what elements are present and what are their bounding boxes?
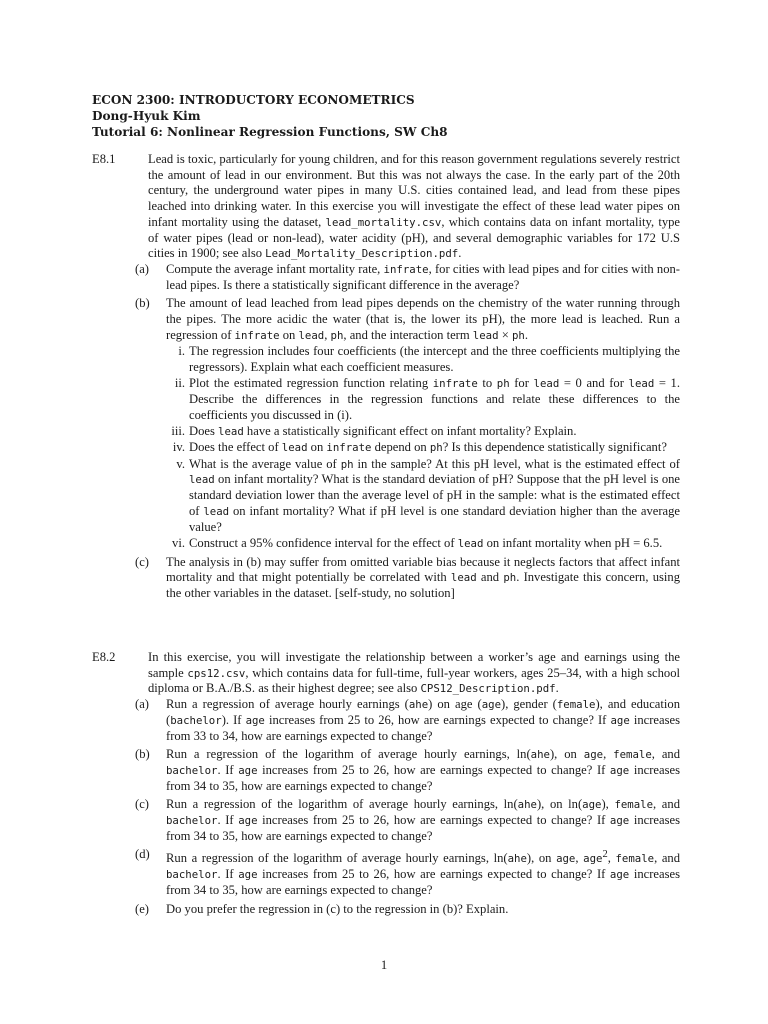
variable-name: cps12.csv (187, 666, 246, 680)
page-number: 1 (380, 958, 388, 972)
variable-name: age (238, 814, 258, 828)
variable-name: age (609, 868, 630, 882)
question-part (135, 296, 681, 551)
question-subpart (166, 344, 680, 375)
variable-name: female (614, 798, 654, 812)
variable-name: age (556, 852, 576, 866)
variable-name: ahe (408, 698, 429, 712)
variable-name: infrate (383, 262, 429, 276)
subpart-text: Does lead have a statistically significant effect on infant mortality? Explain. (189, 424, 577, 439)
tutorial-title: Tutorial 6: Nonlinear Regression Functions, SW Ch8 (92, 125, 448, 139)
variable-name: age (610, 713, 630, 727)
question-part (135, 797, 680, 844)
document-header (92, 92, 448, 140)
part-label: (d) (135, 847, 150, 862)
question-subpart (166, 424, 680, 440)
exercise-number: E8.1 (92, 152, 116, 166)
part-label: (a) (135, 261, 149, 276)
variable-name: age (582, 798, 602, 812)
variable-name: lead (472, 328, 499, 342)
variable-name: female (615, 852, 655, 866)
variable-name: CPS12_Description.pdf (420, 682, 556, 696)
exercise-e8-2 (92, 650, 680, 920)
subpart-text: Construct a 95% confidence interval for the effect of lead on infant mortality when pH = 6.5. (189, 535, 663, 550)
question-part (135, 747, 681, 794)
variable-name: ahe (530, 748, 550, 762)
part-label: (b) (135, 747, 150, 762)
variable-name: female (556, 698, 596, 712)
variable-name: age (583, 852, 603, 866)
variable-name: ph (429, 441, 443, 455)
variable-name: age (583, 748, 604, 762)
part-label: (e) (135, 901, 149, 916)
question-part (135, 901, 680, 918)
part-text: Compute the average infant mortality rate, infrate, for cities with lead pipes and for cities with non-lead pipes. Is there a statistically significant difference in the average? (166, 261, 680, 292)
part-text: Run a regression of the logarithm of average hourly earnings, ln(ahe), on age, age$^2$, female, and bachelor. If age increases from 25 to 26, how are earnings expected to change? If age increases from 34 to 35, how are earnings expected to change? (166, 849, 681, 898)
author-name: Dong-Hyuk Kim (92, 109, 201, 123)
variable-name: age (238, 763, 258, 777)
subpart-list (166, 344, 680, 551)
part-text: Run a regression of the logarithm of average hourly earnings, ln(ahe), on ln(age), female, and bachelor. If age increases from 25 to 26, how are earnings expected to change? If age increases from 34 to 35, how are earnings expected to change? (166, 797, 680, 843)
variable-name: ph (511, 328, 525, 342)
variable-name: infrate (234, 328, 280, 342)
part-label: (c) (135, 797, 149, 812)
variable-name: lead (457, 536, 484, 550)
variable-name: age (238, 868, 258, 882)
part-text: Run a regression of the logarithm of average hourly earnings, ln(ahe), on age, female, and bachelor. If age increases from 25 to 26, how are earnings expected to change? If age increases from 34 to 35, how are earnings expected to change? (166, 747, 681, 793)
question-subpart (166, 376, 680, 423)
variable-name: lead (189, 473, 215, 487)
variable-name: infrate (326, 441, 372, 455)
variable-name: lead (628, 377, 655, 391)
question-part (135, 261, 680, 293)
part-text: The amount of lead leached from lead pipes depends on the chemistry of the water running through the pipes. The more acidic the water (that is, the lower its pH), the more lead is leached. Run a regression of infrate on lead, ph, and the interaction term lead × ph. (166, 296, 680, 342)
variable-name: female (613, 748, 652, 762)
exercise-intro: Lead is toxic, particularly for young children, and for this reason government regulations severely restrict the amount of lead in our environment. But this was not always the case. In the early part of the 20th century, the underground water pipes in many U.S. cities contained lead, and lead from these pipes leached into drinking water. In this exercise you will investigate the effect of these lead water pipes on infant mortality using the dataset, lead_mortality.csv, which contains data on infant mortality, type of water pipes (lead or non-lead), water acidity (pH), and several demographic variables for 172 U.S cities in 1900; see also Lead_Mortality_Description.pdf. (148, 152, 681, 261)
subpart-label: vi. (172, 535, 185, 550)
question-part (135, 554, 680, 602)
variable-name: ph (503, 571, 517, 585)
subpart-text: The regression includes four coefficients (the intercept and the three coefficients multiplying the regressors). Explain what each coefficient measures. (189, 344, 680, 375)
variable-name: ph (496, 377, 510, 391)
part-label: (b) (135, 296, 150, 311)
subpart-label: v. (176, 456, 185, 471)
variable-name: lead_mortality.csv (325, 215, 442, 229)
subpart-text: Does the effect of lead on infrate depend on ph? Is this dependence statistically significant? (189, 440, 667, 455)
variable-name: bachelor (166, 868, 218, 882)
question-subpart (166, 457, 680, 536)
superscript: 2 (602, 849, 608, 861)
variable-name: lead (533, 377, 560, 391)
part-label: (c) (135, 554, 149, 569)
variable-name: lead (450, 571, 477, 585)
part-text: Run a regression of average hourly earnings (ahe) on age (age), gender (female), and education (bachelor). If age increases from 25 to 26, how are earnings expected to change? If age increases from 33 to 34, how are earnings expected to change? (166, 697, 680, 743)
variable-name: lead (281, 441, 308, 455)
variable-name: bachelor (166, 814, 218, 828)
question-part (135, 697, 680, 744)
subpart-label: iv. (172, 440, 185, 455)
variable-name: age (481, 698, 502, 712)
subpart-label: iii. (171, 424, 185, 439)
subpart-text: What is the average value of ph in the sample? At this pH level, what is the estimated effect of lead on infant mortality? What is the standard deviation of pH? Suppose that the pH level is one standard deviation lower than the average level of pH in the sample: what is the estimated effect of lead on infant mortality? What if pH level is one standard deviation higher than the average value? (189, 456, 681, 534)
variable-name: Lead_Mortality_Description.pdf (265, 247, 459, 261)
part-text: Do you prefer the regression in (c) to the regression in (b)? Explain. (166, 901, 509, 916)
question-subpart (166, 440, 680, 456)
part-label: (a) (135, 697, 149, 712)
exercise-e8-1 (92, 152, 680, 605)
variable-name: bachelor (166, 763, 218, 777)
variable-name: infrate (432, 377, 478, 391)
question-subpart (166, 536, 680, 552)
subpart-label: ii. (174, 376, 185, 391)
variable-name: age (609, 763, 630, 777)
exercise-intro: In this exercise, you will investigate the relationship between a worker’s age and earnings using the sample cps12.csv, which contains data for full-time, full-year workers, ages 25–34, with a high school diploma or B.A./B.S. as their highest degree; see also CPS12_Description.pdf. (148, 650, 681, 696)
course-title: ECON 2300: INTRODUCTORY ECONOMETRICS (92, 93, 415, 107)
variable-name: lead (298, 328, 325, 342)
variable-name: ahe (517, 798, 537, 812)
exercise-number: E8.2 (92, 650, 116, 664)
question-part (135, 847, 681, 898)
variable-name: ph (340, 457, 354, 471)
part-text: The analysis in (b) may suffer from omitted variable bias because it neglects factors that affect infant mortality and that might potentially be correlated with lead and ph. Investigate this concern, using the other variables in the dataset. [self-study, no solution] (166, 554, 680, 600)
variable-name: ahe (507, 852, 527, 866)
variable-name: age (609, 814, 630, 828)
variable-name: age (245, 713, 265, 727)
variable-name: ph (330, 328, 344, 342)
subpart-text: Plot the estimated regression function relating infrate to ph for lead = 0 and for lead = 1. Describe the differences in the regression functions and relate these differences to the coefficients you discussed in (i). (189, 376, 681, 422)
variable-name: bachelor (170, 713, 222, 727)
variable-name: lead (218, 425, 244, 439)
variable-name: lead (203, 504, 230, 518)
subpart-label: i. (178, 344, 185, 359)
